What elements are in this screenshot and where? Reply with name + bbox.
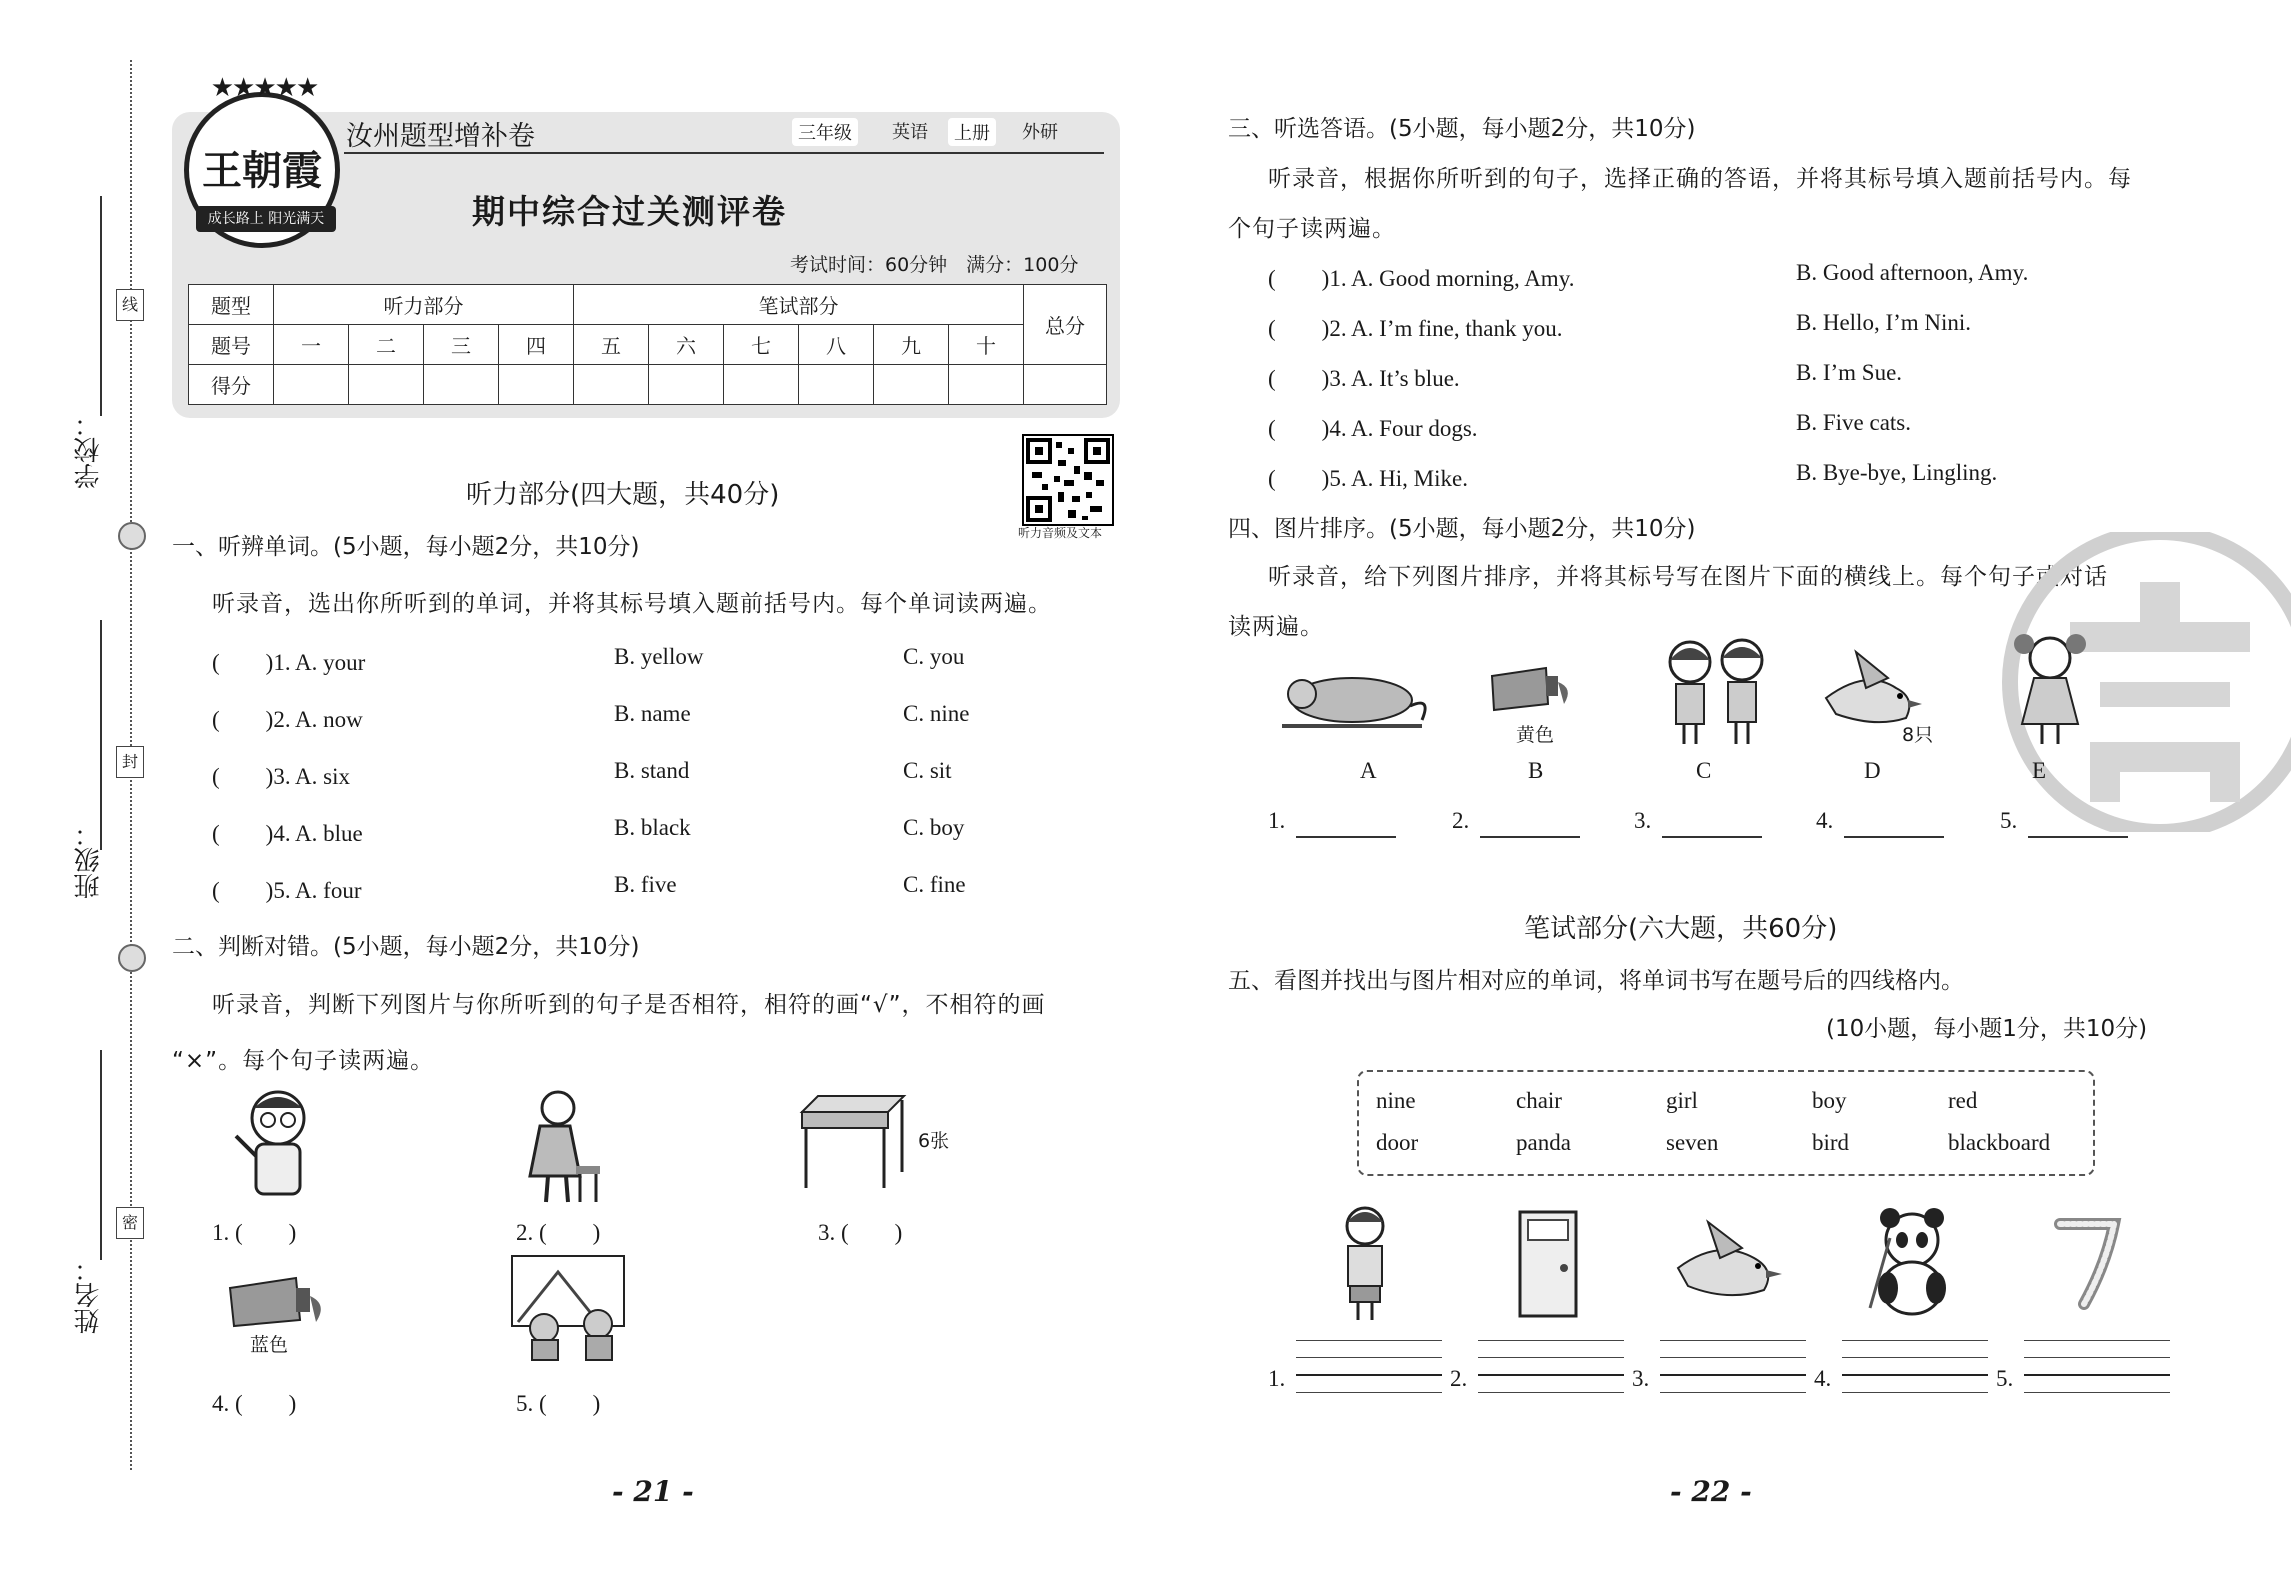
boy-standing-icon [510,1086,610,1206]
girl-icon [2006,628,2096,748]
question-number: 一 [274,325,349,365]
seal-xian: 线 [116,289,144,321]
paint-tube-icon [220,1274,330,1334]
star-icon: ★★★★★ [210,73,318,103]
score-cell[interactable] [949,365,1024,405]
chameleon-icon [1262,666,1432,736]
score-cell[interactable] [1024,365,1107,405]
order-blank-5[interactable] [2028,836,2128,838]
score-cell[interactable] [274,365,349,405]
question-number: 五 [574,325,649,365]
question-number: 六 [649,325,724,365]
s2-label-2[interactable]: 2. ( ) [516,1220,601,1245]
section2-instruction-cont: “×”。每个句子读两遍。 [172,1048,435,1074]
binding-hole [118,522,146,550]
four-line-grid-1[interactable] [1296,1340,1442,1410]
paint-color-note: 蓝色 [250,1334,289,1356]
edition-tag: 外研 [1022,122,1058,143]
logo-motto: 成长路上 阳光满天 [196,206,336,232]
bird-count-note: 8只 [1902,724,1934,746]
seal-mi: 密 [116,1207,144,1239]
section1-title: 一、听辨单词。(5小题，每小题2分，共10分) [172,534,640,560]
pic-label-e: E [2032,758,2047,783]
section4-title: 四、图片排序。(5小题，每小题2分，共10分) [1228,516,1696,542]
word-bank-item: girl [1666,1088,1698,1113]
two-kids-icon [1656,636,1776,746]
s3-q4[interactable]: ( )4. A. Four dogs. [1268,416,1478,441]
question-number: 九 [874,325,949,365]
desk-icon [798,1092,908,1192]
classroom-kids-icon [508,1252,628,1362]
writing-section-title: 笔试部分(六大题，共60分) [1524,914,1838,944]
four-line-grid-3[interactable] [1660,1340,1806,1410]
name-label: 姓名： [74,1256,104,1334]
section5-title: 五、看图并找出与图片相对应的单词，将单词书写在题号后的四线格内。 [1228,968,1964,994]
s1-q5-b: B. five [614,872,677,897]
four-line-grid-4[interactable] [1842,1340,1988,1410]
s1-q5-c: C. fine [903,872,966,897]
s3-q3[interactable]: ( )3. A. It’s blue. [1268,366,1460,391]
bird-icon [1668,1218,1798,1308]
pic-label-a: A [1360,758,1377,783]
section1-instruction: 听录音，选出你所听到的单词，并将其标号填入题前括号内。每个单词读两遍。 [212,591,1052,617]
word-bank-item: boy [1812,1088,1847,1113]
score-cell[interactable] [349,365,424,405]
s3-q2[interactable]: ( )2. A. I’m fine, thank you. [1268,316,1563,341]
word-bank-item: nine [1376,1088,1416,1113]
school-line [100,196,102,416]
section4-instruction: 听录音，给下列图片排序，并将其标号写在图片下面的横线上。每个句子或对话 [1268,564,2108,590]
order-blank-2[interactable] [1480,836,1580,838]
s2-label-4[interactable]: 4. ( ) [212,1391,297,1416]
seal-feng: 封 [116,746,144,778]
question-number: 二 [349,325,424,365]
order-blank-label: 3. [1634,808,1652,833]
listening-section-title: 听力部分(四大题，共40分) [466,480,780,510]
order-blank-label: 5. [2000,808,2018,833]
word-bank-item: chair [1516,1088,1562,1113]
s1-q2-b: B. name [614,701,691,726]
exam-info: 考试时间：60分钟 满分：100分 [790,254,1079,276]
door-icon [1514,1206,1584,1322]
score-cell[interactable] [424,365,499,405]
s1-q3-c: C. sit [903,758,952,783]
row-label: 题型 [189,285,274,325]
s3-q4-b: B. Five cats. [1796,410,1911,435]
s1-q1-c: C. you [903,644,965,669]
class-line [100,620,102,850]
s3-q2-b: B. Hello, I’m Nini. [1796,310,1972,335]
s3-q3-b: B. I’m Sue. [1796,360,1903,385]
boy-icon [1330,1204,1400,1324]
s3-q1[interactable]: ( )1. A. Good morning, Amy. [1268,266,1575,291]
s3-q5[interactable]: ( )5. A. Hi, Mike. [1268,466,1468,491]
word-bank [1357,1070,2095,1176]
binding-hole [118,944,146,972]
page-number-right: - 22 - [1670,1475,1752,1508]
score-cell[interactable] [499,365,574,405]
listening-header: 听力部分 [274,285,574,325]
s3-q1-b: B. Good afternoon, Amy. [1796,260,2029,285]
header-rule [344,152,1104,154]
section3-title: 三、听选答语。(5小题，每小题2分，共10分) [1228,116,1696,142]
s2-label-5[interactable]: 5. ( ) [516,1391,601,1416]
score-cell[interactable] [724,365,799,405]
four-line-grid-2[interactable] [1478,1340,1624,1410]
pic-label-c: C [1696,758,1712,783]
word-bank-item: seven [1666,1130,1719,1155]
section5-score: (10小题，每小题1分，共10分) [1826,1016,2148,1042]
row-label: 得分 [189,365,274,405]
volume-tag: 上册 [948,118,996,146]
question-number: 七 [724,325,799,365]
order-blank-3[interactable] [1662,836,1762,838]
name-line [100,1050,102,1260]
score-cell[interactable] [649,365,724,405]
word-bank-item: bird [1812,1130,1850,1155]
order-blank-label: 4. [1816,808,1834,833]
paint-color-note-yellow: 黄色 [1516,724,1555,746]
total-header: 总分 [1024,285,1107,365]
s1-q2[interactable]: ( )2. A. now [212,707,363,732]
s1-q1[interactable]: ( )1. A. your [212,650,366,675]
order-blank-4[interactable] [1844,836,1944,838]
grade-tag: 三年级 [792,118,858,146]
series-title: 汝州题型增补卷 [346,121,535,152]
exam-title: 期中综合过关测评卷 [472,192,787,231]
section2-instruction: 听录音，判断下列图片与你所听到的句子是否相符，相符的画“√”，不相符的画 [212,992,1046,1018]
grid-label: 3. [1632,1366,1650,1391]
s2-label-1[interactable]: 1. ( ) [212,1220,297,1245]
s2-label-3[interactable]: 3. ( ) [818,1220,903,1245]
question-number: 三 [424,325,499,365]
word-bank-item: red [1948,1088,1978,1113]
s1-q4[interactable]: ( )4. A. blue [212,821,363,846]
number-seven-icon [2054,1214,2124,1310]
writing-header: 笔试部分 [574,285,1024,325]
four-line-grid-5[interactable] [2024,1340,2170,1410]
s1-q4-c: C. boy [903,815,965,840]
score-cell[interactable] [874,365,949,405]
grid-label: 1. [1268,1366,1286,1391]
s1-q4-b: B. black [614,815,691,840]
order-blank-1[interactable] [1296,836,1396,838]
order-blank-label: 2. [1452,808,1470,833]
grid-label: 5. [1996,1366,2014,1391]
section3-instruction-cont: 个句子读两遍。 [1228,216,1396,242]
order-blank-label: 1. [1268,808,1286,833]
grid-label: 4. [1814,1366,1832,1391]
row-label: 题号 [189,325,274,365]
section3-instruction: 听录音，根据你所听到的句子，选择正确的答语，并将其标号填入题前括号内。每 [1268,166,2132,192]
class-label: 班级： [74,821,104,899]
s1-q3-b: B. stand [614,758,690,783]
school-label: 学校： [74,411,104,489]
logo-name: 王朝霞 [202,148,322,194]
question-number: 十 [949,325,1024,365]
grid-label: 2. [1450,1366,1468,1391]
s1-q3[interactable]: ( )3. A. six [212,764,350,789]
question-number: 八 [799,325,874,365]
page-number-left: - 21 - [612,1475,694,1508]
s1-q2-c: C. nine [903,701,970,726]
paint-tube-icon [1486,666,1576,716]
s3-q5-b: B. Bye-bye, Lingling. [1796,460,1998,485]
panda-icon [1860,1208,1960,1318]
score-table [188,284,1107,405]
s1-q1-b: B. yellow [614,644,704,669]
word-bank-item: panda [1516,1130,1571,1155]
section4-instruction-cont: 读两遍。 [1228,614,1324,640]
pic-label-d: D [1864,758,1881,783]
score-cell[interactable] [799,365,874,405]
qr-code-icon[interactable] [1022,434,1114,526]
word-bank-item: blackboard [1948,1130,2051,1155]
pic-label-b: B [1528,758,1544,783]
qr-caption: 听力音频及文本 [1018,526,1103,540]
s1-q5[interactable]: ( )5. A. four [212,878,362,903]
subject-tag: 英语 [892,122,928,143]
section2-title: 二、判断对错。(5小题，每小题2分，共10分) [172,934,640,960]
score-cell[interactable] [574,365,649,405]
question-number: 四 [499,325,574,365]
boy-pointing-icon [228,1086,328,1206]
desk-count-note: 6张 [918,1130,950,1152]
word-bank-item: door [1376,1130,1419,1155]
